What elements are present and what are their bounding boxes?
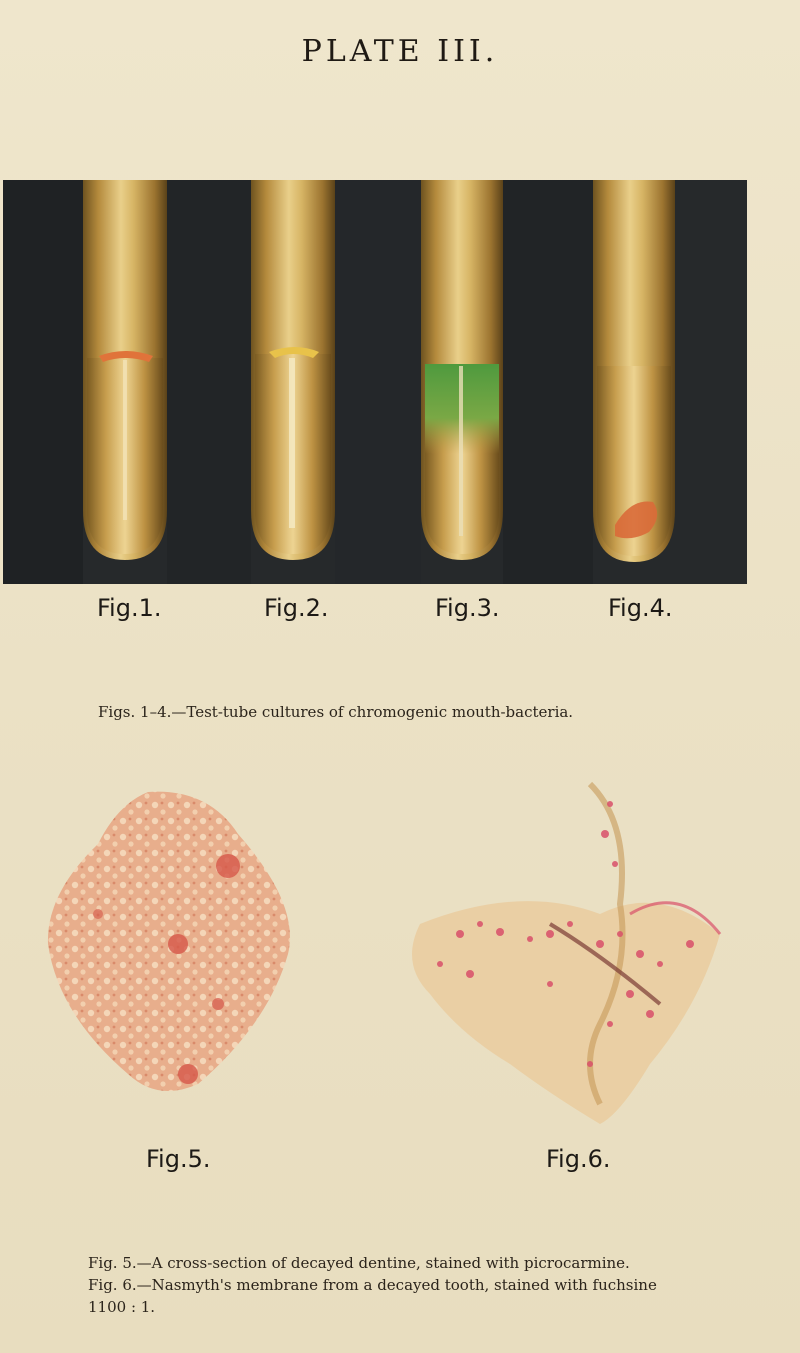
fig-1-label: Fig.1. bbox=[97, 594, 162, 622]
fig-6-label: Fig.6. bbox=[546, 1145, 611, 1173]
fig-3-label: Fig.3. bbox=[435, 594, 500, 622]
test-tube-3 bbox=[421, 180, 503, 560]
test-tube-1 bbox=[83, 180, 167, 560]
top-caption: Figs. 1–4.—Test-tube cultures of chromogenic mouth-bacteria. bbox=[98, 703, 574, 721]
fig-5-label: Fig.5. bbox=[146, 1145, 211, 1173]
top-figure-labels bbox=[0, 594, 800, 630]
test-tube-2 bbox=[251, 180, 335, 560]
bottom-caption-line-1: Fig. 5.—A cross-section of decayed dentine, stained with picrocarmine. bbox=[88, 1254, 630, 1272]
fig-6-nasmyth-membrane bbox=[400, 764, 740, 1130]
test-tube-panel bbox=[3, 180, 747, 584]
bottom-caption-line-3: 1100 : 1. bbox=[88, 1298, 156, 1316]
bottom-caption-line-2: Fig. 6.—Nasmyth's membrane from a decayed tooth, stained with fuchsine bbox=[88, 1276, 657, 1294]
fig-4-label: Fig.4. bbox=[608, 594, 673, 622]
fig-2-label: Fig.2. bbox=[264, 594, 329, 622]
plate-title: PLATE III. bbox=[301, 34, 499, 69]
fig-5-dentine-section bbox=[38, 784, 300, 1102]
test-tube-4 bbox=[593, 180, 675, 562]
